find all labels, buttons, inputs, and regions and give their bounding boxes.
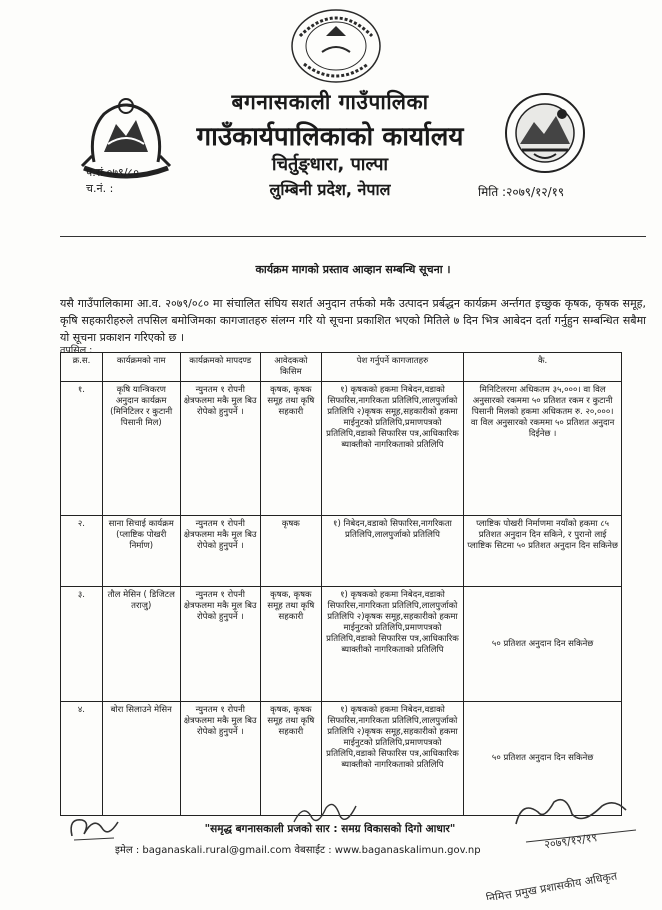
header-criteria: कार्यक्रमको मापदण्ड xyxy=(180,353,260,382)
row-criteria: न्युनतम १ रोपनी क्षेत्रफलमा मकै मुल बिउ रोपेको हुनुपर्ने । xyxy=(180,587,260,702)
row-documents: १) कृषकको हकमा निबेदन,वडाको सिफारिस,नागरिकता प्रतिलिपि,लालपुर्जाको प्रतिलिपि २)कृषक समूह,सहकारीको हकमा माईनुटको प्रतिलिपि,प्रमाणपत्रको प्रतिलिपि,वडाको सिफारिस पत्र,आधिकारिक ब्याक्तीको नागरिकताको प्रतिलिपि xyxy=(321,587,464,702)
row-remarks: प्लाष्टिक पोखरी निर्माणमा नयाँको हकमा ८५ प्रतिशत अनुदान दिन सकिने, र पुरानो लाई प्लाष्टिक सिटमा ५० प्रतिशत अनुदान दिन सकिनेछ xyxy=(464,516,622,587)
details-label: तपसिल : xyxy=(60,345,93,356)
signature-date: २०७९/१२/१९ xyxy=(543,831,598,852)
website-address[interactable]: www.baganaskalimun.gov.np xyxy=(334,845,481,856)
row-program-name: तौल मेसिन ( डिजिटल तराजु) xyxy=(102,587,180,702)
row-program-name: साना सिचाई कार्यक्रम (प्लाष्टिक पोखरी निर्माण) xyxy=(102,516,180,587)
signatory-title: निमित्त प्रमुख प्रशासकीय अधिकृत xyxy=(486,869,619,900)
row-program-name: बोरा सिलाउने मेसिन xyxy=(102,702,180,816)
program-table xyxy=(60,352,622,816)
row-criteria: न्युनतम १ रोपनी क्षेत्रफलमा मकै मुल बिउ रोपेको हुनुपर्ने । xyxy=(180,702,260,816)
header-remarks: कै. xyxy=(464,353,622,382)
email-label: इमेल : xyxy=(115,845,140,856)
reference-number: प.सं ०७९/८० xyxy=(86,166,139,179)
row-program-name: कृषि यान्त्रिकरण अनुदान कार्यक्रम (मिनिटिलर र कुटानी पिसानी मिल) xyxy=(102,382,180,516)
table-row xyxy=(61,587,622,702)
row-applicant-type: कृषक xyxy=(261,516,322,587)
row-remarks: ५० प्रतिशत अनुदान दिन सकिनेछ xyxy=(464,587,622,702)
row-criteria: न्युनतम १ रोपनी क्षेत्रफलमा मकै मुल बिउ रोपेको हुनुपर्ने । xyxy=(180,382,260,516)
row-sn: ४. xyxy=(61,702,103,816)
table-row xyxy=(61,516,622,587)
footer-contact xyxy=(115,842,655,856)
row-sn: २. xyxy=(61,516,103,587)
footer-motto: "समृद्ध बगनासकाली प्रजको सार : समग्र विकासको दिगो आधार" xyxy=(204,823,456,835)
office-name: गाउँकार्यपालिकाको कार्यालय xyxy=(196,122,464,152)
row-documents: १) कृषकको हकमा निबेदन,वडाको सिफारिस,नागरिकता प्रतिलिपि,लालपुर्जाको प्रतिलिपि २)कृषक समूह,सहकारीको हकमा माईनुटको प्रतिलिपि,प्रमाणपत्रको प्रतिलिपि,वडाको सिफारिस पत्र,आधिकारिक ब्याक्तीको नागरिकताको प्रतिलिपि xyxy=(321,702,464,816)
header-sn: क्र.स. xyxy=(61,353,103,382)
website-label: वेबसाईट : xyxy=(294,845,332,856)
table-row xyxy=(61,382,622,516)
palika-logo xyxy=(504,92,586,174)
row-documents: १) निबेदन,वडाको सिफारिस,नागरिकता प्रतिलिपि,लालपुर्जाको प्रतिलिपि xyxy=(321,516,464,587)
row-documents: १) कृषकको हकमा निबेदन,वडाको सिफारिस,नागरिकता प्रतिलिपि,लालपुर्जाको प्रतिलिपि २)कृषक समूह,सहकारीको हकमा माईनुटको प्रतिलिपि,प्रमाणपत्रको प्रतिलिपि,वडाको सिफारिस पत्र,आधिकारिक ब्याक्तीको नागरिकताको प्रतिलिपि xyxy=(321,382,464,516)
notice-subject: कार्यक्रम मागको प्रस्ताव आव्हान सम्बन्धि सूचना । xyxy=(255,263,451,276)
dispatch-number: च.नं. : xyxy=(86,182,114,195)
row-sn: १. xyxy=(61,382,103,516)
table-header-row xyxy=(61,353,622,382)
header-applicant-type: आवेदकको किसिम xyxy=(261,353,322,382)
letter-date: मिति :२०७९/१२/१९ xyxy=(478,185,565,199)
office-location: चिर्तुङ्धारा, पाल्पा xyxy=(271,154,389,175)
office-stamp xyxy=(288,6,384,86)
row-sn: ३. xyxy=(61,587,103,702)
row-applicant-type: कृषक, कृषक समूह तथा कृषि सहकारी xyxy=(261,587,322,702)
header-documents: पेश गर्नुपर्ने कागजातहरु xyxy=(321,353,464,382)
header-program-name: कार्यक्रमको नाम xyxy=(102,353,180,382)
municipality-name: बगनासकाली गाउँपालिका xyxy=(231,90,429,114)
notice-body: यसै गाउँपालिकामा आ.व. २०७९/०८० मा संचालित संघिय सशर्त अनुदान तर्फको मकै उत्पादन प्रर्बद्धन कार्यक्रम अर्न्तगत इच्छुक कृषक, कृषक समूह, कृषि सहकारीहरुले तपसिल बमोजिमका कागजातहरु संलग्न गरि यो सूचना प्रकाशित भएको मितिले ७ दिन भित्र आबेदन दर्ता गर्नुहुन सम्बन्धित सबैमा यो सूचना प्रकाशन गरिएको छ । xyxy=(60,297,646,344)
row-applicant-type: कृषक, कृषक समूह तथा कृषि सहकारी xyxy=(261,382,322,516)
reference-block xyxy=(86,165,139,197)
row-criteria: न्युनतम १ रोपनी क्षेत्रफलमा मकै मुल बिउ रोपेको हुनुपर्ने । xyxy=(180,516,260,587)
row-applicant-type: कृषक, कृषक समूह तथा कृषि सहकारी xyxy=(261,702,322,816)
row-remarks: मिनिटिलरमा अधिकतम ३५,०००। वा विल अनुसारको रकममा ५० प्रतिशत रकम र कुटानी पिसानी मिलको हकमा अधिकतम रु. २०,०००। वा विल अनुसारको रकममा ५० प्रतिशत अनुदान दिईनेछ । xyxy=(464,382,622,516)
office-province: लुम्बिनी प्रदेश, नेपाल xyxy=(269,180,391,199)
email-address[interactable]: baganaskali.rural@gmail.com xyxy=(142,845,292,856)
row-remarks: ५० प्रतिशत अनुदान दिन सकिनेछ xyxy=(464,702,622,816)
header-divider xyxy=(60,236,646,237)
